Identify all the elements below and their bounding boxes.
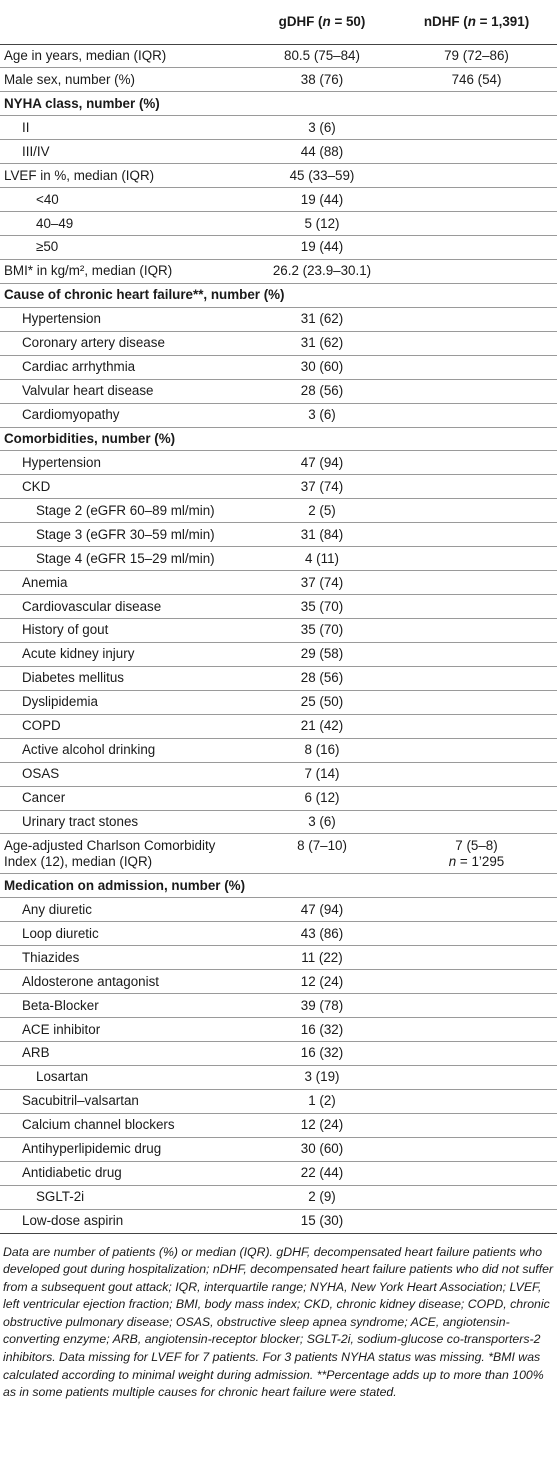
row-label: ≥50 — [0, 236, 248, 260]
table-row — [0, 666, 557, 690]
table-row — [0, 307, 557, 331]
gdhf-value: 8 (16) — [248, 738, 396, 762]
table-row — [0, 1209, 557, 1233]
gdhf-value: 43 (86) — [248, 922, 396, 946]
table-row — [0, 1089, 557, 1113]
ndhf-n-count: = 1’295 — [456, 853, 505, 869]
row-label: LVEF in %, median (IQR) — [0, 164, 248, 188]
header-ndhf-column — [396, 0, 557, 44]
header-ndhf-prefix: nDHF ( — [423, 14, 468, 30]
gdhf-value: 3 (6) — [248, 116, 396, 140]
header-row — [0, 0, 557, 44]
ndhf-value — [396, 1089, 557, 1113]
row-label: Diabetes mellitus — [0, 666, 248, 690]
ndhf-value — [396, 1113, 557, 1137]
ndhf-value — [396, 762, 557, 786]
row-label: Antidiabetic drug — [0, 1161, 248, 1185]
table-row — [0, 44, 557, 68]
ndhf-n-symbol: n — [448, 853, 457, 869]
ndhf-value — [396, 970, 557, 994]
section-heading: Medication on admission, number (%) — [0, 874, 557, 898]
gdhf-value: 2 (9) — [248, 1185, 396, 1209]
table-row — [0, 922, 557, 946]
table-row — [0, 403, 557, 427]
table-row — [0, 188, 557, 212]
row-label: Loop diuretic — [0, 922, 248, 946]
table-row — [0, 786, 557, 810]
ndhf-value — [396, 1042, 557, 1066]
ndhf-value — [396, 188, 557, 212]
table-row — [0, 475, 557, 499]
row-label: Stage 2 (eGFR 60–89 ml/min) — [0, 499, 248, 523]
header-ndhf-suffix: = 1,391) — [475, 14, 530, 30]
header-gdhf-n: n — [322, 14, 331, 30]
row-label: Sacubitril–valsartan — [0, 1089, 248, 1113]
header-gdhf-suffix: = 50) — [330, 14, 366, 30]
row-label: Cancer — [0, 786, 248, 810]
gdhf-value: 19 (44) — [248, 236, 396, 260]
row-label: OSAS — [0, 762, 248, 786]
row-label: Age-adjusted Charlson Comorbidity Index (12), median (IQR) — [0, 834, 248, 874]
table-row — [0, 451, 557, 475]
ndhf-value — [396, 331, 557, 355]
table-row — [0, 331, 557, 355]
section-heading: Cause of chronic heart failure**, number (%) — [0, 283, 557, 307]
section-heading: Comorbidities, number (%) — [0, 427, 557, 451]
row-label: Coronary artery disease — [0, 331, 248, 355]
gdhf-value: 80.5 (75–84) — [248, 44, 396, 68]
row-label: Active alcohol drinking — [0, 738, 248, 762]
table-row — [0, 355, 557, 379]
gdhf-value: 2 (5) — [248, 499, 396, 523]
row-label: Urinary tract stones — [0, 810, 248, 834]
ndhf-value — [396, 475, 557, 499]
ndhf-value — [396, 738, 557, 762]
ndhf-value — [396, 571, 557, 595]
table-row — [0, 898, 557, 922]
ndhf-value — [396, 164, 557, 188]
row-label: Thiazides — [0, 946, 248, 970]
ndhf-value — [396, 355, 557, 379]
ndhf-value — [396, 690, 557, 714]
ndhf-value — [396, 595, 557, 619]
gdhf-value: 3 (6) — [248, 810, 396, 834]
row-label: Age in years, median (IQR) — [0, 44, 248, 68]
table-row — [0, 595, 557, 619]
row-label: COPD — [0, 714, 248, 738]
gdhf-value: 29 (58) — [248, 642, 396, 666]
ndhf-value — [396, 523, 557, 547]
gdhf-value: 3 (6) — [248, 403, 396, 427]
row-label: Any diuretic — [0, 898, 248, 922]
table-row — [0, 834, 557, 874]
row-label: Hypertension — [0, 307, 248, 331]
row-label: ARB — [0, 1042, 248, 1066]
gdhf-value: 47 (94) — [248, 898, 396, 922]
row-label: Beta-Blocker — [0, 994, 248, 1018]
table-row — [0, 946, 557, 970]
gdhf-value: 30 (60) — [248, 1137, 396, 1161]
ndhf-value — [396, 1209, 557, 1233]
table-row — [0, 523, 557, 547]
gdhf-value: 38 (76) — [248, 68, 396, 92]
gdhf-value: 31 (84) — [248, 523, 396, 547]
ndhf-value — [396, 1185, 557, 1209]
ndhf-value — [396, 403, 557, 427]
gdhf-value: 30 (60) — [248, 355, 396, 379]
header-gdhf-column — [248, 0, 396, 44]
ndhf-value — [396, 898, 557, 922]
table-row — [0, 236, 557, 260]
row-label: Low-dose aspirin — [0, 1209, 248, 1233]
gdhf-value: 28 (56) — [248, 379, 396, 403]
table-row — [0, 1137, 557, 1161]
table-row — [0, 690, 557, 714]
table-body — [0, 44, 557, 1233]
ndhf-value-n — [396, 854, 557, 870]
row-label: Aldosterone antagonist — [0, 970, 248, 994]
gdhf-value: 4 (11) — [248, 547, 396, 571]
gdhf-value: 1 (2) — [248, 1089, 396, 1113]
gdhf-value: 12 (24) — [248, 1113, 396, 1137]
header-label-column — [0, 0, 248, 44]
ndhf-value — [396, 379, 557, 403]
gdhf-value: 35 (70) — [248, 619, 396, 643]
ndhf-value — [396, 922, 557, 946]
gdhf-value: 19 (44) — [248, 188, 396, 212]
ndhf-value — [396, 499, 557, 523]
gdhf-value: 35 (70) — [248, 595, 396, 619]
gdhf-value: 6 (12) — [248, 786, 396, 810]
table-row — [0, 140, 557, 164]
table-row — [0, 499, 557, 523]
table-row — [0, 994, 557, 1018]
ndhf-value — [396, 1065, 557, 1089]
gdhf-value: 11 (22) — [248, 946, 396, 970]
row-label: CKD — [0, 475, 248, 499]
ndhf-value — [396, 642, 557, 666]
table-row — [0, 212, 557, 236]
row-label: Stage 3 (eGFR 30–59 ml/min) — [0, 523, 248, 547]
table-row — [0, 1185, 557, 1209]
gdhf-value: 39 (78) — [248, 994, 396, 1018]
gdhf-value: 26.2 (23.9–30.1) — [248, 259, 396, 283]
gdhf-value: 45 (33–59) — [248, 164, 396, 188]
gdhf-value: 16 (32) — [248, 1042, 396, 1066]
table-row — [0, 1113, 557, 1137]
table-row — [0, 642, 557, 666]
table-row — [0, 714, 557, 738]
ndhf-value — [396, 1018, 557, 1042]
row-label: Acute kidney injury — [0, 642, 248, 666]
row-label: III/IV — [0, 140, 248, 164]
row-label: <40 — [0, 188, 248, 212]
header-ndhf-n: n — [467, 14, 476, 30]
row-label: BMI* in kg/m², median (IQR) — [0, 259, 248, 283]
section-row — [0, 874, 557, 898]
section-row — [0, 427, 557, 451]
table-row — [0, 619, 557, 643]
ndhf-value — [396, 212, 557, 236]
ndhf-value — [396, 946, 557, 970]
table-footnote: Data are number of patients (%) or median (IQR). gDHF, decompensated heart failure patients who developed gout during hospitalization; nDHF, decompensated heart failure patients who did not suffer from a subsequent gout attack; IQR, interquartile range; NYHA, New York Heart Association; LVEF, left ventricular ejection fraction; BMI, body mass index; CKD, chronic kidney disease; COPD, chronic obstructive pulmonary disease; OSAS, obstructive sleep apnea syndrome; ACE, angiotensin-converting enzyme; ARB, angiotensin-receptor blocker; SGLT-2i, sodium-glucose co-transporters-2 inhibitors. Data missing for LVEF for 7 patients. For 3 patients NYHA status was missing. *BMI was calculated according to minimal weight during admission. **Percentage adds up to more than 100% as in some patients multiple causes for chronic heart failure were stated. — [3, 1244, 554, 1400]
row-label: Cardiac arrhythmia — [0, 355, 248, 379]
ndhf-value — [396, 116, 557, 140]
table-row — [0, 379, 557, 403]
table-row — [0, 1161, 557, 1185]
row-label: Male sex, number (%) — [0, 68, 248, 92]
table-row — [0, 1065, 557, 1089]
gdhf-value: 47 (94) — [248, 451, 396, 475]
section-row — [0, 92, 557, 116]
table-header — [0, 0, 557, 44]
row-label: Stage 4 (eGFR 15–29 ml/min) — [0, 547, 248, 571]
gdhf-value: 7 (14) — [248, 762, 396, 786]
ndhf-value-main: 7 (5–8) — [455, 837, 498, 853]
gdhf-value: 15 (30) — [248, 1209, 396, 1233]
ndhf-value — [396, 547, 557, 571]
row-label: Losartan — [0, 1065, 248, 1089]
header-gdhf-prefix: gDHF ( — [278, 14, 323, 30]
ndhf-value — [396, 236, 557, 260]
row-label: History of gout — [0, 619, 248, 643]
gdhf-value: 22 (44) — [248, 1161, 396, 1185]
row-label: 40–49 — [0, 212, 248, 236]
table-row — [0, 68, 557, 92]
gdhf-value: 44 (88) — [248, 140, 396, 164]
section-heading: NYHA class, number (%) — [0, 92, 557, 116]
gdhf-value: 31 (62) — [248, 331, 396, 355]
table-row — [0, 1018, 557, 1042]
gdhf-value: 25 (50) — [248, 690, 396, 714]
table-row — [0, 738, 557, 762]
ndhf-value — [396, 786, 557, 810]
section-row — [0, 283, 557, 307]
gdhf-value: 16 (32) — [248, 1018, 396, 1042]
gdhf-value: 37 (74) — [248, 475, 396, 499]
table-row — [0, 116, 557, 140]
table-row — [0, 547, 557, 571]
table-row — [0, 571, 557, 595]
ndhf-value — [396, 810, 557, 834]
row-label: Calcium channel blockers — [0, 1113, 248, 1137]
ndhf-value — [396, 1137, 557, 1161]
gdhf-value: 12 (24) — [248, 970, 396, 994]
row-label: Antihyperlipidemic drug — [0, 1137, 248, 1161]
gdhf-value: 28 (56) — [248, 666, 396, 690]
ndhf-value — [396, 714, 557, 738]
gdhf-value: 21 (42) — [248, 714, 396, 738]
ndhf-value — [396, 666, 557, 690]
gdhf-value: 5 (12) — [248, 212, 396, 236]
row-label: II — [0, 116, 248, 140]
ndhf-value: 746 (54) — [396, 68, 557, 92]
gdhf-value: 8 (7–10) — [248, 834, 396, 874]
row-label: SGLT-2i — [0, 1185, 248, 1209]
table-row — [0, 810, 557, 834]
ndhf-value — [396, 451, 557, 475]
ndhf-value — [396, 619, 557, 643]
ndhf-value — [396, 307, 557, 331]
ndhf-value — [396, 834, 557, 874]
ndhf-value: 79 (72–86) — [396, 44, 557, 68]
gdhf-value: 37 (74) — [248, 571, 396, 595]
row-label: Cardiovascular disease — [0, 595, 248, 619]
table-row — [0, 970, 557, 994]
row-label: Dyslipidemia — [0, 690, 248, 714]
row-label: Hypertension — [0, 451, 248, 475]
row-label: ACE inhibitor — [0, 1018, 248, 1042]
ndhf-value — [396, 1161, 557, 1185]
row-label: Anemia — [0, 571, 248, 595]
row-label: Valvular heart disease — [0, 379, 248, 403]
table-row — [0, 1042, 557, 1066]
table-row — [0, 259, 557, 283]
ndhf-value — [396, 140, 557, 164]
ndhf-value — [396, 994, 557, 1018]
gdhf-value: 3 (19) — [248, 1065, 396, 1089]
ndhf-value — [396, 259, 557, 283]
gdhf-value: 31 (62) — [248, 307, 396, 331]
table-row — [0, 762, 557, 786]
table-row — [0, 164, 557, 188]
row-label: Cardiomyopathy — [0, 403, 248, 427]
